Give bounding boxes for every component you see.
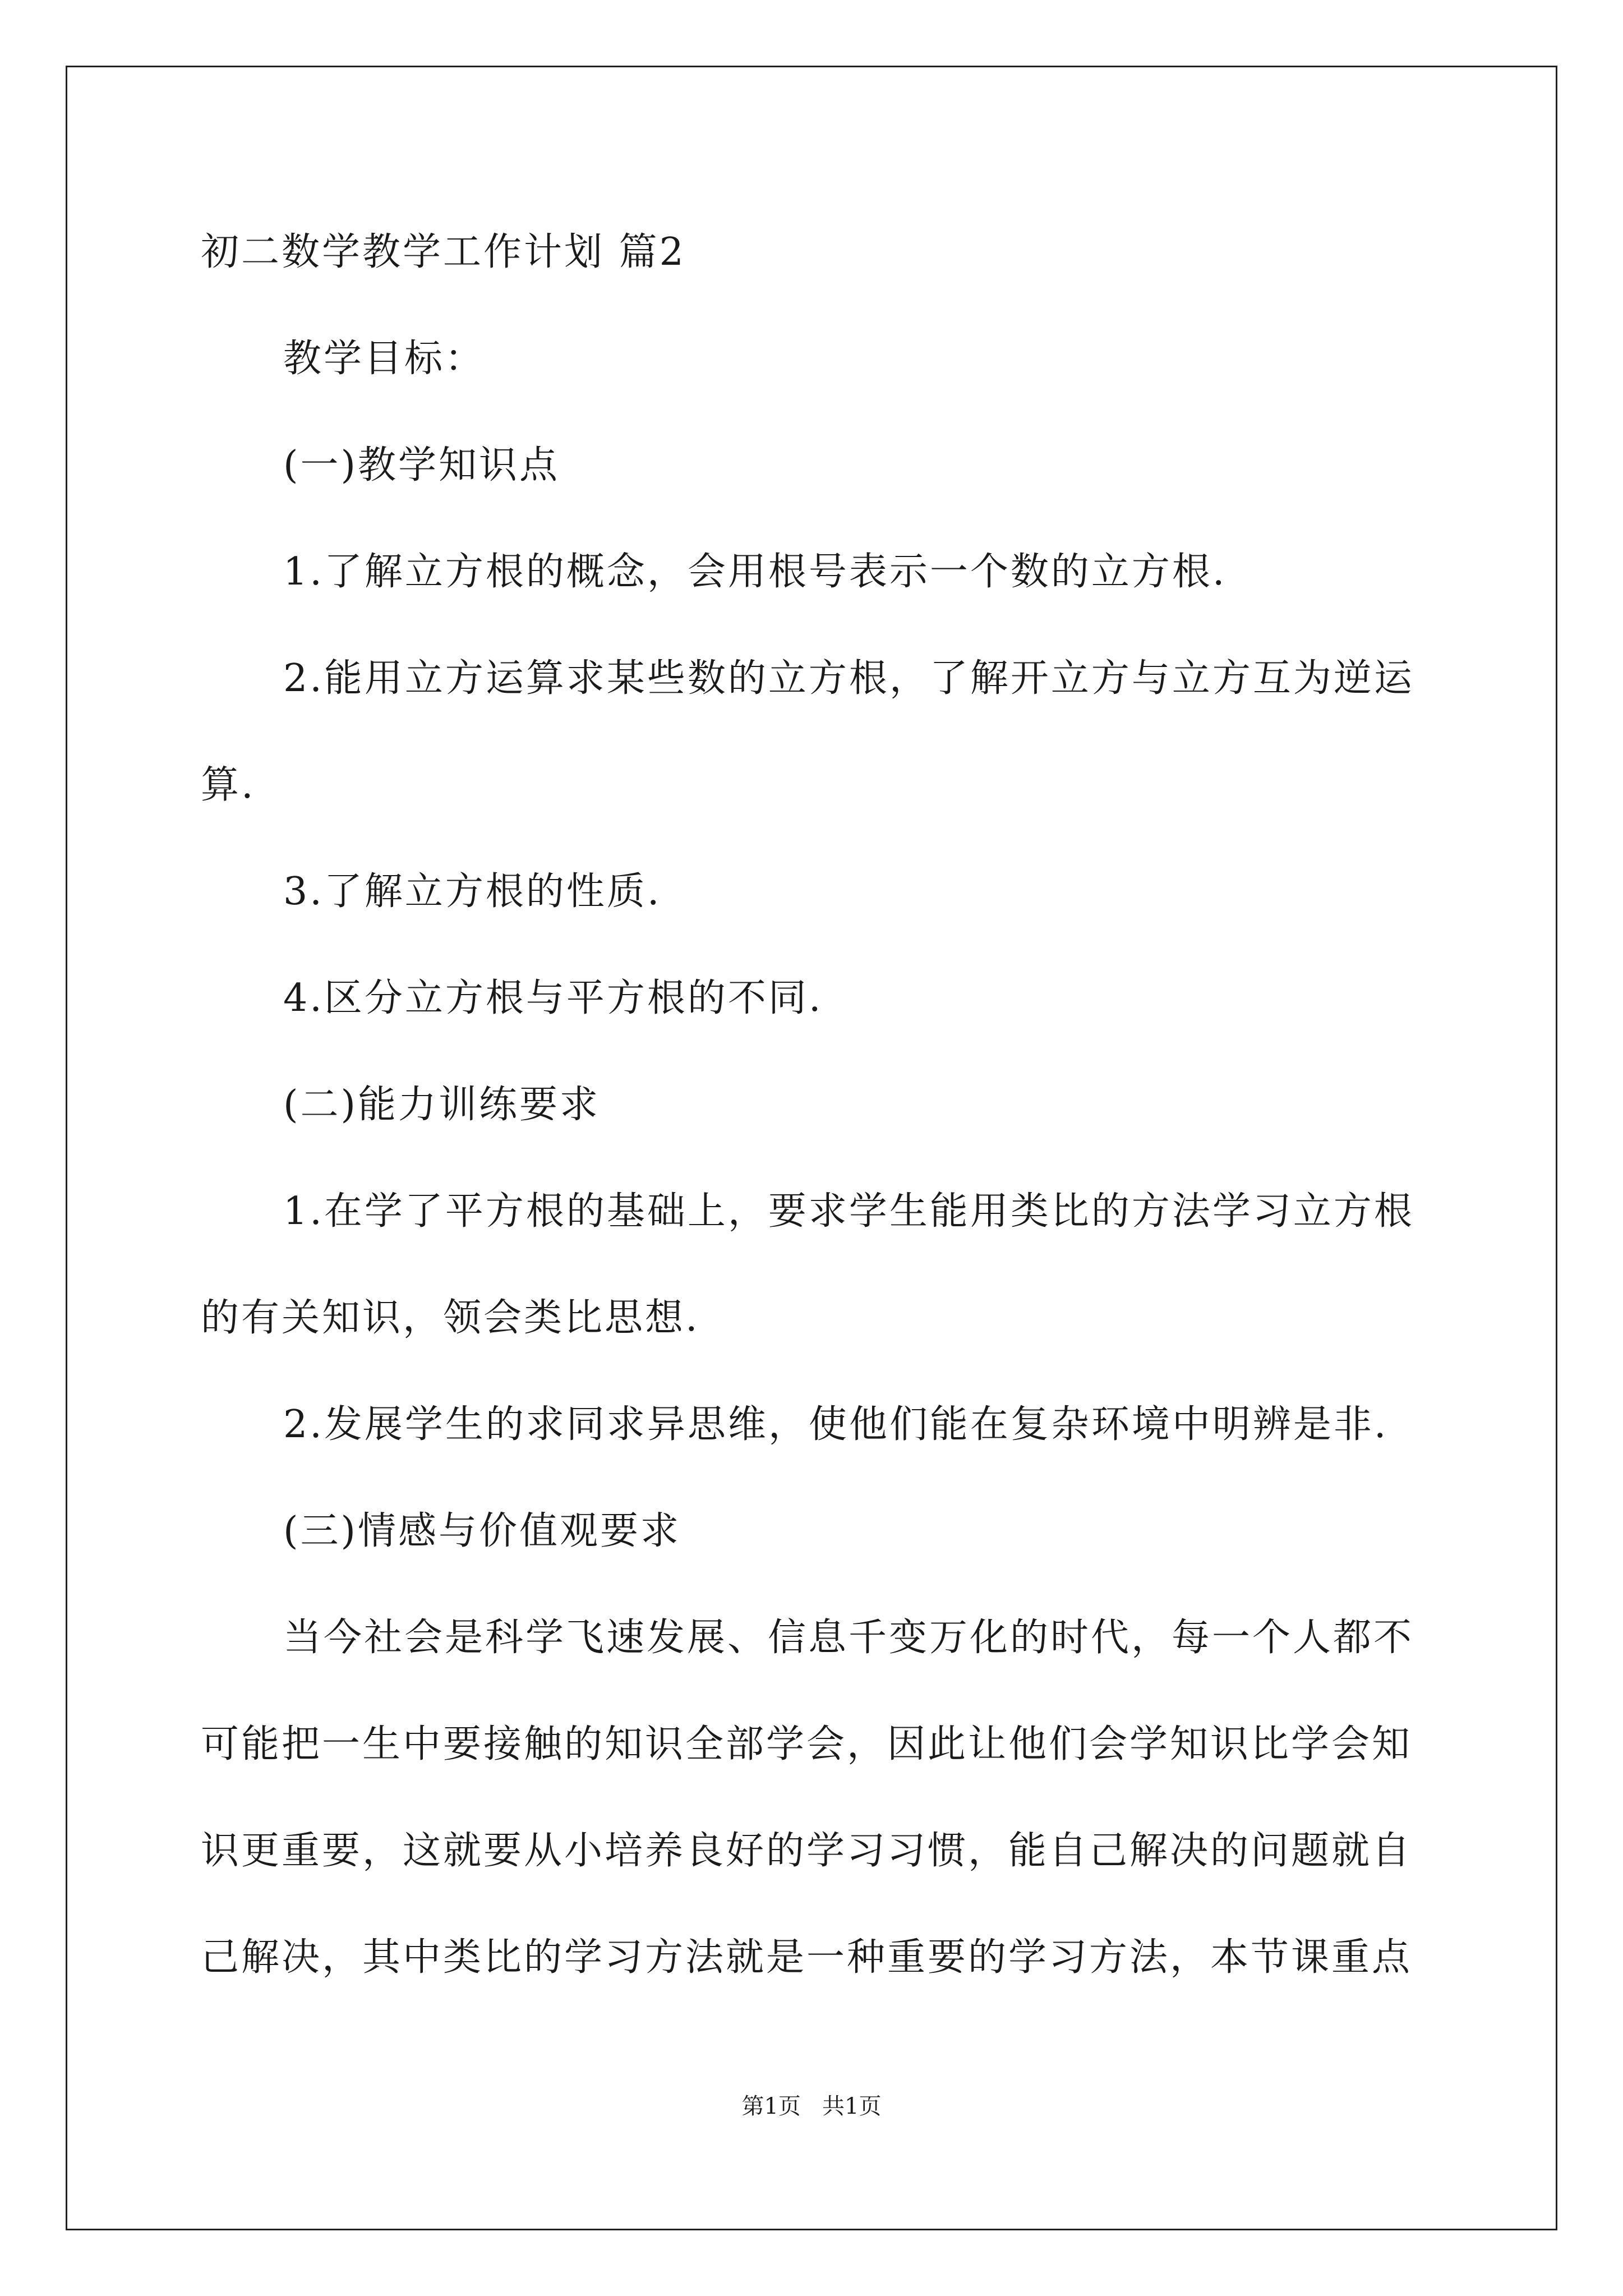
paragraph-line: 当今社会是科学飞速发展、信息千变万化的时代，每一个人都不 — [283, 1616, 1414, 1660]
paragraph-line: 3.了解立方根的性质. — [283, 869, 662, 914]
paragraph-line: 识更重要，这就要从小培养良好的学习习惯，能自己解决的问题就自 — [201, 1829, 1413, 1873]
page-border — [66, 66, 1557, 2230]
paragraph-line: 教学目标： — [283, 337, 486, 381]
paragraph-line: 算. — [201, 763, 256, 807]
paragraph-line: (一)教学知识点 — [283, 443, 560, 487]
paragraph-line: 己解决，其中类比的学习方法就是一种重要的学习方法，本节课重点 — [201, 1935, 1413, 1980]
paragraph-line: (三)情感与价值观要求 — [283, 1509, 681, 1553]
document-title: 初二数学教学工作计划 篇2 — [201, 230, 686, 274]
paragraph-line: 1.了解立方根的概念，会用根号表示一个数的立方根. — [283, 550, 1227, 594]
paragraph-line: 2.能用立方运算求某些数的立方根，了解开立方与立方互为逆运 — [283, 656, 1414, 701]
paragraph-line: (二)能力训练要求 — [283, 1083, 601, 1127]
paragraph-line: 1.在学了平方根的基础上，要求学生能用类比的方法学习立方根 — [283, 1189, 1414, 1234]
paragraph-line: 的有关知识，领会类比思想. — [201, 1296, 700, 1340]
paragraph-line: 可能把一生中要接触的知识全部学会，因此让他们会学知识比学会知 — [201, 1722, 1413, 1766]
paragraph-line: 4.区分立方根与平方根的不同. — [283, 976, 823, 1020]
page-number: 第1页 共1页 — [741, 2093, 882, 2119]
paragraph-line: 2.发展学生的求同求异思维，使他们能在复杂环境中明辨是非. — [283, 1402, 1389, 1447]
